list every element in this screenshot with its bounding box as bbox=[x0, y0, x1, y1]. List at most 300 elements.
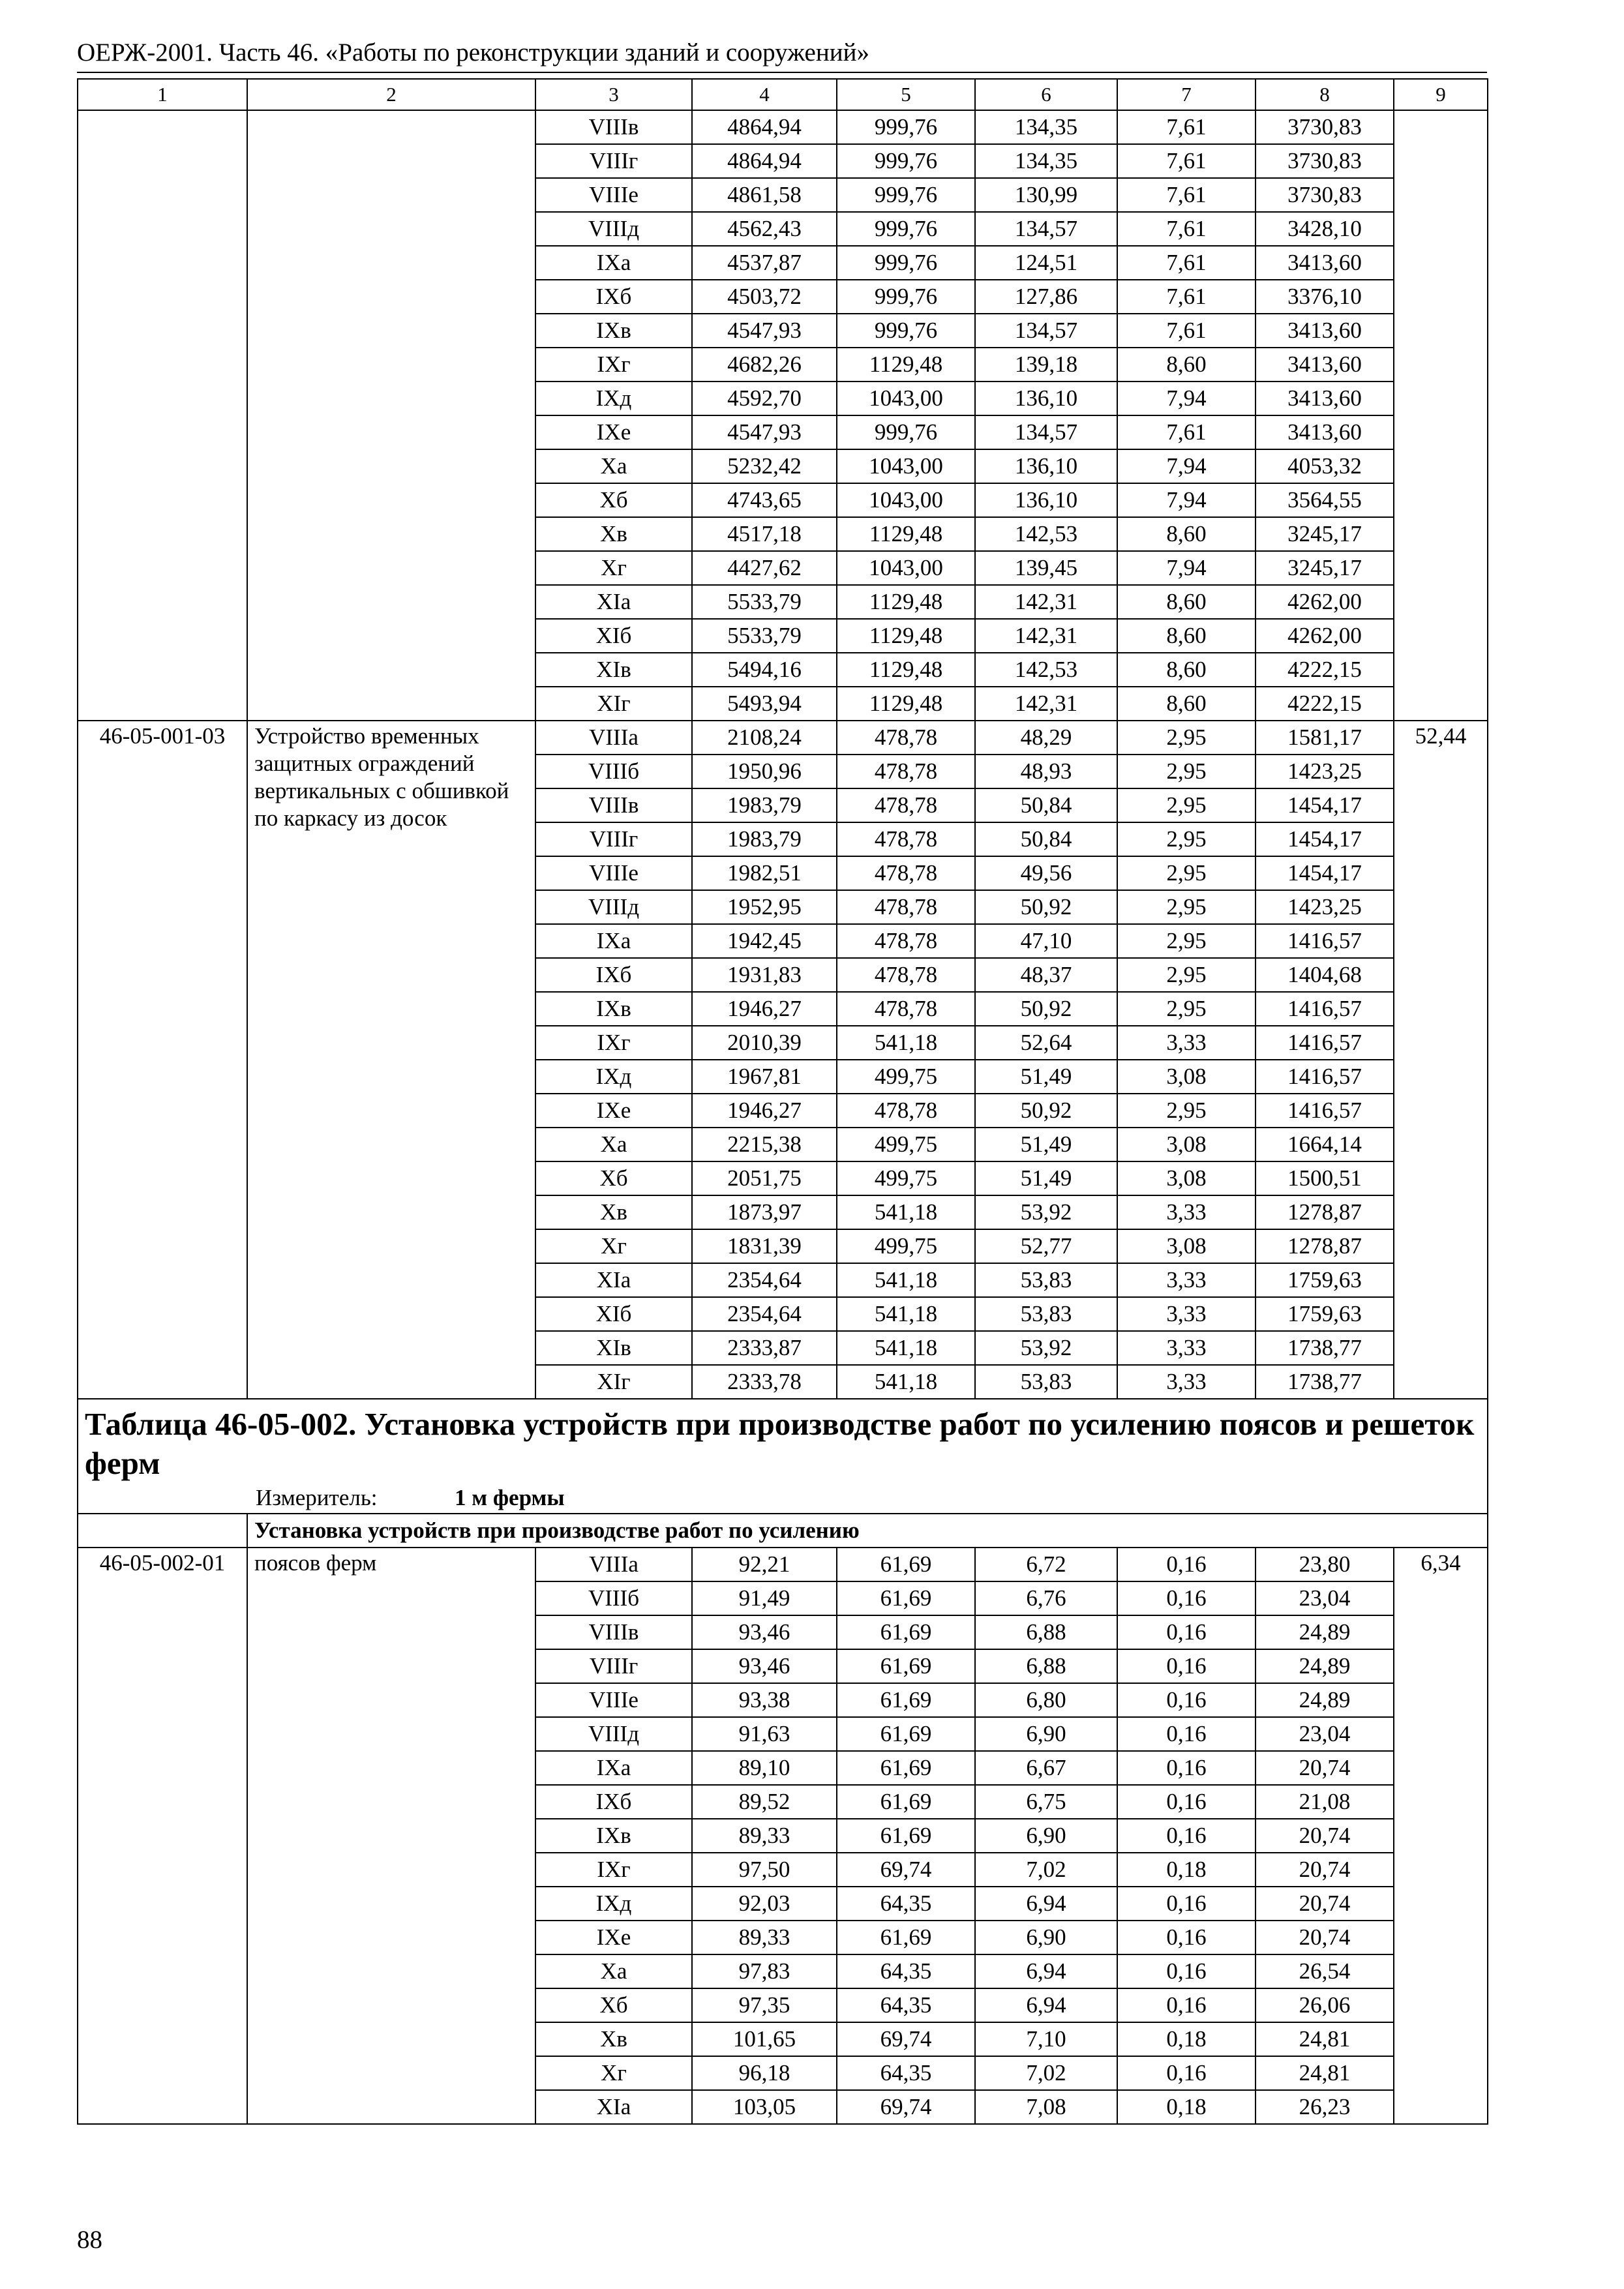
labor-cost: 478,78 bbox=[837, 890, 975, 924]
material-cost: 21,08 bbox=[1256, 1785, 1394, 1819]
machine-cost: 49,56 bbox=[975, 856, 1117, 890]
zone-code: Xг bbox=[535, 1229, 692, 1263]
machine-cost: 142,31 bbox=[975, 619, 1117, 653]
total-cost: 89,52 bbox=[692, 1785, 837, 1819]
operator-cost: 2,95 bbox=[1117, 992, 1256, 1026]
operator-cost: 0,16 bbox=[1117, 1615, 1256, 1649]
labor-cost: 69,74 bbox=[837, 1853, 975, 1887]
material-cost: 3245,17 bbox=[1256, 551, 1394, 585]
column-number: 3 bbox=[535, 79, 692, 110]
operator-cost: 7,61 bbox=[1117, 144, 1256, 178]
total-cost: 4743,65 bbox=[692, 483, 837, 517]
operator-cost: 3,33 bbox=[1117, 1297, 1256, 1331]
total-cost: 96,18 bbox=[692, 2056, 837, 2090]
machine-cost: 6,80 bbox=[975, 1683, 1117, 1717]
total-cost: 2354,64 bbox=[692, 1297, 837, 1331]
operator-cost: 8,60 bbox=[1117, 517, 1256, 551]
material-cost: 23,04 bbox=[1256, 1717, 1394, 1751]
labor-cost: 1043,00 bbox=[837, 449, 975, 483]
material-cost: 24,89 bbox=[1256, 1683, 1394, 1717]
table-title-row bbox=[78, 1399, 1488, 1514]
labor-cost: 499,75 bbox=[837, 1060, 975, 1094]
material-cost: 24,89 bbox=[1256, 1615, 1394, 1649]
column-number: 8 bbox=[1256, 79, 1394, 110]
zone-code: IXа bbox=[535, 1751, 692, 1785]
zone-code: IXг bbox=[535, 1026, 692, 1060]
labor-cost: 61,69 bbox=[837, 1785, 975, 1819]
operator-cost: 0,16 bbox=[1117, 1819, 1256, 1853]
operator-cost: 7,61 bbox=[1117, 280, 1256, 314]
material-cost: 20,74 bbox=[1256, 1819, 1394, 1853]
column-number: 7 bbox=[1117, 79, 1256, 110]
operator-cost: 2,95 bbox=[1117, 958, 1256, 992]
labor-cost: 478,78 bbox=[837, 856, 975, 890]
labor-cost: 499,75 bbox=[837, 1229, 975, 1263]
machine-cost: 139,45 bbox=[975, 551, 1117, 585]
total-cost: 1831,39 bbox=[692, 1229, 837, 1263]
material-cost: 1581,17 bbox=[1256, 721, 1394, 755]
operator-cost: 7,61 bbox=[1117, 415, 1256, 449]
total-cost: 1967,81 bbox=[692, 1060, 837, 1094]
labor-cost: 61,69 bbox=[837, 1819, 975, 1853]
machine-cost: 51,49 bbox=[975, 1128, 1117, 1161]
total-cost: 2108,24 bbox=[692, 721, 837, 755]
labor-cost: 999,76 bbox=[837, 415, 975, 449]
machine-cost: 124,51 bbox=[975, 246, 1117, 280]
machine-cost: 53,83 bbox=[975, 1297, 1117, 1331]
material-cost: 1416,57 bbox=[1256, 924, 1394, 958]
machine-cost: 50,92 bbox=[975, 890, 1117, 924]
labor-cost: 999,76 bbox=[837, 110, 975, 144]
operator-cost: 8,60 bbox=[1117, 348, 1256, 382]
machine-cost: 53,83 bbox=[975, 1263, 1117, 1297]
material-cost: 1454,17 bbox=[1256, 856, 1394, 890]
machine-cost: 136,10 bbox=[975, 483, 1117, 517]
total-cost: 4517,18 bbox=[692, 517, 837, 551]
zone-code: IXе bbox=[535, 1921, 692, 1954]
labor-cost: 541,18 bbox=[837, 1297, 975, 1331]
total-cost: 93,46 bbox=[692, 1649, 837, 1683]
total-cost: 4427,62 bbox=[692, 551, 837, 585]
column-number: 1 bbox=[78, 79, 247, 110]
zone-code: IXд bbox=[535, 1887, 692, 1921]
labor-cost: 64,35 bbox=[837, 1988, 975, 2022]
machine-cost: 48,93 bbox=[975, 755, 1117, 788]
labor-cost: 999,76 bbox=[837, 178, 975, 212]
machine-cost: 53,92 bbox=[975, 1195, 1117, 1229]
labor-cost: 64,35 bbox=[837, 2056, 975, 2090]
operator-cost: 3,33 bbox=[1117, 1026, 1256, 1060]
table-title: Таблица 46-05-002. Установка устройств при производстве работ по усилению поясов и решеток ферм bbox=[85, 1406, 1475, 1481]
material-cost: 26,54 bbox=[1256, 1954, 1394, 1988]
zone-code: IXг bbox=[535, 348, 692, 382]
operator-cost: 7,94 bbox=[1117, 551, 1256, 585]
labor-cost: 69,74 bbox=[837, 2090, 975, 2124]
item-description bbox=[247, 110, 535, 721]
labor-cost: 999,76 bbox=[837, 280, 975, 314]
total-cost: 91,63 bbox=[692, 1717, 837, 1751]
machine-cost: 6,94 bbox=[975, 1887, 1117, 1921]
machine-cost: 6,94 bbox=[975, 1954, 1117, 1988]
table-row bbox=[78, 1548, 1488, 1581]
zone-code: IXе bbox=[535, 1094, 692, 1128]
total-cost: 1946,27 bbox=[692, 1094, 837, 1128]
operator-cost: 3,33 bbox=[1117, 1365, 1256, 1399]
material-cost: 1454,17 bbox=[1256, 788, 1394, 822]
labor-cost: 478,78 bbox=[837, 822, 975, 856]
labor-cost: 999,76 bbox=[837, 246, 975, 280]
page-number: 88 bbox=[77, 2226, 102, 2254]
operator-cost: 2,95 bbox=[1117, 788, 1256, 822]
zone-code: VIIIа bbox=[535, 1548, 692, 1581]
total-cost: 4547,93 bbox=[692, 314, 837, 348]
zone-code: VIIIв bbox=[535, 788, 692, 822]
labor-cost: 61,69 bbox=[837, 1581, 975, 1615]
machine-cost: 136,10 bbox=[975, 382, 1117, 415]
total-cost: 2333,78 bbox=[692, 1365, 837, 1399]
machine-cost: 52,77 bbox=[975, 1229, 1117, 1263]
operator-cost: 0,16 bbox=[1117, 1921, 1256, 1954]
material-cost: 1738,77 bbox=[1256, 1365, 1394, 1399]
labor-cost: 1043,00 bbox=[837, 483, 975, 517]
zone-code: IXе bbox=[535, 415, 692, 449]
operator-cost: 0,18 bbox=[1117, 1853, 1256, 1887]
total-cost: 4864,94 bbox=[692, 144, 837, 178]
machine-cost: 134,57 bbox=[975, 415, 1117, 449]
labor-hours bbox=[1394, 110, 1488, 721]
machine-cost: 51,49 bbox=[975, 1060, 1117, 1094]
labor-cost: 1129,48 bbox=[837, 348, 975, 382]
zone-code: XIа bbox=[535, 1263, 692, 1297]
material-cost: 4053,32 bbox=[1256, 449, 1394, 483]
operator-cost: 2,95 bbox=[1117, 755, 1256, 788]
machine-cost: 134,57 bbox=[975, 314, 1117, 348]
material-cost: 3730,83 bbox=[1256, 110, 1394, 144]
operator-cost: 0,18 bbox=[1117, 2090, 1256, 2124]
material-cost: 3413,60 bbox=[1256, 246, 1394, 280]
material-cost: 1404,68 bbox=[1256, 958, 1394, 992]
operator-cost: 0,16 bbox=[1117, 1751, 1256, 1785]
zone-code: IXд bbox=[535, 1060, 692, 1094]
material-cost: 26,23 bbox=[1256, 2090, 1394, 2124]
labor-cost: 541,18 bbox=[837, 1263, 975, 1297]
total-cost: 2354,64 bbox=[692, 1263, 837, 1297]
operator-cost: 2,95 bbox=[1117, 721, 1256, 755]
material-cost: 20,74 bbox=[1256, 1853, 1394, 1887]
machine-cost: 139,18 bbox=[975, 348, 1117, 382]
operator-cost: 3,08 bbox=[1117, 1161, 1256, 1195]
total-cost: 91,49 bbox=[692, 1581, 837, 1615]
labor-cost: 1129,48 bbox=[837, 653, 975, 687]
zone-code: VIIIе bbox=[535, 1683, 692, 1717]
meter-label: Измеритель: bbox=[256, 1485, 378, 1510]
operator-cost: 0,16 bbox=[1117, 1887, 1256, 1921]
zone-code: IXв bbox=[535, 992, 692, 1026]
material-cost: 24,81 bbox=[1256, 2056, 1394, 2090]
labor-cost: 64,35 bbox=[837, 1887, 975, 1921]
operator-cost: 7,94 bbox=[1117, 449, 1256, 483]
labor-cost: 499,75 bbox=[837, 1161, 975, 1195]
operator-cost: 3,33 bbox=[1117, 1195, 1256, 1229]
total-cost: 5533,79 bbox=[692, 585, 837, 619]
machine-cost: 48,37 bbox=[975, 958, 1117, 992]
labor-cost: 478,78 bbox=[837, 992, 975, 1026]
column-number: 9 bbox=[1394, 79, 1488, 110]
machine-cost: 51,49 bbox=[975, 1161, 1117, 1195]
machine-cost: 142,53 bbox=[975, 517, 1117, 551]
zone-code: VIIIд bbox=[535, 890, 692, 924]
material-cost: 23,04 bbox=[1256, 1581, 1394, 1615]
labor-cost: 478,78 bbox=[837, 1094, 975, 1128]
zone-code: Xа bbox=[535, 1954, 692, 1988]
total-cost: 1873,97 bbox=[692, 1195, 837, 1229]
labor-hours: 6,34 bbox=[1394, 1548, 1488, 2124]
zone-code: IXв bbox=[535, 314, 692, 348]
operator-cost: 0,16 bbox=[1117, 1683, 1256, 1717]
total-cost: 4537,87 bbox=[692, 246, 837, 280]
operator-cost: 3,08 bbox=[1117, 1229, 1256, 1263]
operator-cost: 0,16 bbox=[1117, 1785, 1256, 1819]
machine-cost: 7,02 bbox=[975, 1853, 1117, 1887]
material-cost: 1759,63 bbox=[1256, 1297, 1394, 1331]
machine-cost: 50,84 bbox=[975, 822, 1117, 856]
zone-code: XIб bbox=[535, 1297, 692, 1331]
zone-code: VIIIв bbox=[535, 1615, 692, 1649]
total-cost: 103,05 bbox=[692, 2090, 837, 2124]
total-cost: 5493,94 bbox=[692, 687, 837, 721]
machine-cost: 7,08 bbox=[975, 2090, 1117, 2124]
material-cost: 24,89 bbox=[1256, 1649, 1394, 1683]
machine-cost: 7,02 bbox=[975, 2056, 1117, 2090]
operator-cost: 7,61 bbox=[1117, 246, 1256, 280]
total-cost: 2333,87 bbox=[692, 1331, 837, 1365]
total-cost: 5494,16 bbox=[692, 653, 837, 687]
material-cost: 1278,87 bbox=[1256, 1229, 1394, 1263]
machine-cost: 47,10 bbox=[975, 924, 1117, 958]
material-cost: 3413,60 bbox=[1256, 348, 1394, 382]
operator-cost: 0,16 bbox=[1117, 1548, 1256, 1581]
operator-cost: 3,33 bbox=[1117, 1331, 1256, 1365]
machine-cost: 134,57 bbox=[975, 212, 1117, 246]
zone-code: Xа bbox=[535, 449, 692, 483]
material-cost: 1664,14 bbox=[1256, 1128, 1394, 1161]
machine-cost: 136,10 bbox=[975, 449, 1117, 483]
labor-cost: 999,76 bbox=[837, 212, 975, 246]
material-cost: 4222,15 bbox=[1256, 687, 1394, 721]
material-cost: 3564,55 bbox=[1256, 483, 1394, 517]
total-cost: 4861,58 bbox=[692, 178, 837, 212]
machine-cost: 142,31 bbox=[975, 585, 1117, 619]
zone-code: XIв bbox=[535, 653, 692, 687]
zone-code: IXв bbox=[535, 1819, 692, 1853]
machine-cost: 6,75 bbox=[975, 1785, 1117, 1819]
total-cost: 89,33 bbox=[692, 1921, 837, 1954]
operator-cost: 0,16 bbox=[1117, 2056, 1256, 2090]
zone-code: VIIIа bbox=[535, 721, 692, 755]
material-cost: 1759,63 bbox=[1256, 1263, 1394, 1297]
zone-code: Xв bbox=[535, 517, 692, 551]
labor-cost: 61,69 bbox=[837, 1683, 975, 1717]
machine-cost: 142,53 bbox=[975, 653, 1117, 687]
operator-cost: 2,95 bbox=[1117, 890, 1256, 924]
item-description: поясов ферм bbox=[247, 1548, 535, 2124]
material-cost: 1416,57 bbox=[1256, 1094, 1394, 1128]
machine-cost: 6,90 bbox=[975, 1717, 1117, 1751]
material-cost: 3730,83 bbox=[1256, 178, 1394, 212]
material-cost: 26,06 bbox=[1256, 1988, 1394, 2022]
section-heading: Установка устройств при производстве работ по усилению bbox=[247, 1514, 1488, 1548]
labor-cost: 541,18 bbox=[837, 1331, 975, 1365]
zone-code: VIIIе bbox=[535, 856, 692, 890]
zone-code: VIIIв bbox=[535, 110, 692, 144]
operator-cost: 3,33 bbox=[1117, 1263, 1256, 1297]
material-cost: 3730,83 bbox=[1256, 144, 1394, 178]
labor-cost: 541,18 bbox=[837, 1026, 975, 1060]
zone-code: IXд bbox=[535, 382, 692, 415]
labor-cost: 1129,48 bbox=[837, 585, 975, 619]
total-cost: 4682,26 bbox=[692, 348, 837, 382]
labor-cost: 61,69 bbox=[837, 1717, 975, 1751]
header-rule bbox=[77, 72, 1487, 73]
column-number: 5 bbox=[837, 79, 975, 110]
zone-code: IXб bbox=[535, 1785, 692, 1819]
machine-cost: 50,92 bbox=[975, 992, 1117, 1026]
total-cost: 5232,42 bbox=[692, 449, 837, 483]
running-header: ОЕРЖ-2001. Часть 46. «Работы по реконструкции зданий и сооружений» bbox=[77, 38, 869, 67]
labor-cost: 499,75 bbox=[837, 1128, 975, 1161]
table-row bbox=[78, 721, 1488, 755]
zone-code: Xг bbox=[535, 551, 692, 585]
labor-cost: 61,69 bbox=[837, 1649, 975, 1683]
material-cost: 1416,57 bbox=[1256, 992, 1394, 1026]
material-cost: 1423,25 bbox=[1256, 755, 1394, 788]
machine-cost: 53,92 bbox=[975, 1331, 1117, 1365]
operator-cost: 8,60 bbox=[1117, 585, 1256, 619]
operator-cost: 2,95 bbox=[1117, 856, 1256, 890]
operator-cost: 7,61 bbox=[1117, 178, 1256, 212]
zone-code: XIв bbox=[535, 1331, 692, 1365]
material-cost: 23,80 bbox=[1256, 1548, 1394, 1581]
machine-cost: 6,88 bbox=[975, 1615, 1117, 1649]
machine-cost: 6,90 bbox=[975, 1921, 1117, 1954]
machine-cost: 6,88 bbox=[975, 1649, 1117, 1683]
zone-code: XIа bbox=[535, 585, 692, 619]
total-cost: 92,03 bbox=[692, 1887, 837, 1921]
table-row bbox=[78, 110, 1488, 144]
total-cost: 93,46 bbox=[692, 1615, 837, 1649]
operator-cost: 7,61 bbox=[1117, 212, 1256, 246]
total-cost: 4503,72 bbox=[692, 280, 837, 314]
operator-cost: 7,94 bbox=[1117, 483, 1256, 517]
item-code bbox=[78, 110, 247, 721]
zone-code: VIIIг bbox=[535, 144, 692, 178]
material-cost: 20,74 bbox=[1256, 1751, 1394, 1785]
labor-cost: 541,18 bbox=[837, 1365, 975, 1399]
zone-code: IXб bbox=[535, 280, 692, 314]
operator-cost: 3,08 bbox=[1117, 1060, 1256, 1094]
section-heading-spacer bbox=[78, 1514, 247, 1548]
machine-cost: 6,94 bbox=[975, 1988, 1117, 2022]
material-cost: 1500,51 bbox=[1256, 1161, 1394, 1195]
section-heading-row bbox=[78, 1514, 1488, 1548]
labor-cost: 61,69 bbox=[837, 1921, 975, 1954]
material-cost: 1738,77 bbox=[1256, 1331, 1394, 1365]
labor-cost: 478,78 bbox=[837, 721, 975, 755]
total-cost: 1946,27 bbox=[692, 992, 837, 1026]
labor-cost: 64,35 bbox=[837, 1954, 975, 1988]
zone-code: VIIIб bbox=[535, 1581, 692, 1615]
labor-cost: 999,76 bbox=[837, 314, 975, 348]
material-cost: 3413,60 bbox=[1256, 382, 1394, 415]
machine-cost: 48,29 bbox=[975, 721, 1117, 755]
machine-cost: 6,67 bbox=[975, 1751, 1117, 1785]
operator-cost: 7,61 bbox=[1117, 314, 1256, 348]
total-cost: 97,50 bbox=[692, 1853, 837, 1887]
operator-cost: 2,95 bbox=[1117, 1094, 1256, 1128]
operator-cost: 0,16 bbox=[1117, 1581, 1256, 1615]
meter-line bbox=[85, 1483, 1481, 1513]
operator-cost: 8,60 bbox=[1117, 687, 1256, 721]
zone-code: Xа bbox=[535, 1128, 692, 1161]
material-cost: 4262,00 bbox=[1256, 619, 1394, 653]
operator-cost: 2,95 bbox=[1117, 822, 1256, 856]
zone-code: XIг bbox=[535, 1365, 692, 1399]
total-cost: 1931,83 bbox=[692, 958, 837, 992]
total-cost: 4547,93 bbox=[692, 415, 837, 449]
zone-code: Xб bbox=[535, 1161, 692, 1195]
material-cost: 24,81 bbox=[1256, 2022, 1394, 2056]
total-cost: 92,21 bbox=[692, 1548, 837, 1581]
material-cost: 3413,60 bbox=[1256, 415, 1394, 449]
zone-code: IXа bbox=[535, 246, 692, 280]
labor-cost: 61,69 bbox=[837, 1615, 975, 1649]
zone-code: VIIIд bbox=[535, 212, 692, 246]
total-cost: 1952,95 bbox=[692, 890, 837, 924]
material-cost: 1416,57 bbox=[1256, 1060, 1394, 1094]
labor-cost: 69,74 bbox=[837, 2022, 975, 2056]
total-cost: 1950,96 bbox=[692, 755, 837, 788]
total-cost: 1983,79 bbox=[692, 822, 837, 856]
operator-cost: 0,16 bbox=[1117, 1988, 1256, 2022]
zone-code: Xв bbox=[535, 1195, 692, 1229]
operator-cost: 2,95 bbox=[1117, 924, 1256, 958]
total-cost: 1983,79 bbox=[692, 788, 837, 822]
labor-cost: 1129,48 bbox=[837, 619, 975, 653]
total-cost: 97,35 bbox=[692, 1988, 837, 2022]
operator-cost: 7,61 bbox=[1117, 110, 1256, 144]
total-cost: 89,10 bbox=[692, 1751, 837, 1785]
machine-cost: 142,31 bbox=[975, 687, 1117, 721]
machine-cost: 127,86 bbox=[975, 280, 1117, 314]
machine-cost: 6,72 bbox=[975, 1548, 1117, 1581]
zone-code: XIг bbox=[535, 687, 692, 721]
total-cost: 1982,51 bbox=[692, 856, 837, 890]
zone-code: IXг bbox=[535, 1853, 692, 1887]
labor-cost: 478,78 bbox=[837, 788, 975, 822]
material-cost: 1423,25 bbox=[1256, 890, 1394, 924]
material-cost: 3245,17 bbox=[1256, 517, 1394, 551]
column-number: 6 bbox=[975, 79, 1117, 110]
labor-cost: 1129,48 bbox=[837, 517, 975, 551]
machine-cost: 6,76 bbox=[975, 1581, 1117, 1615]
item-code: 46-05-001-03 bbox=[78, 721, 247, 1399]
meter-value: 1 м фермы bbox=[455, 1485, 565, 1510]
operator-cost: 7,94 bbox=[1117, 382, 1256, 415]
labor-cost: 541,18 bbox=[837, 1195, 975, 1229]
material-cost: 1416,57 bbox=[1256, 1026, 1394, 1060]
machine-cost: 53,83 bbox=[975, 1365, 1117, 1399]
zone-code: Xв bbox=[535, 2022, 692, 2056]
